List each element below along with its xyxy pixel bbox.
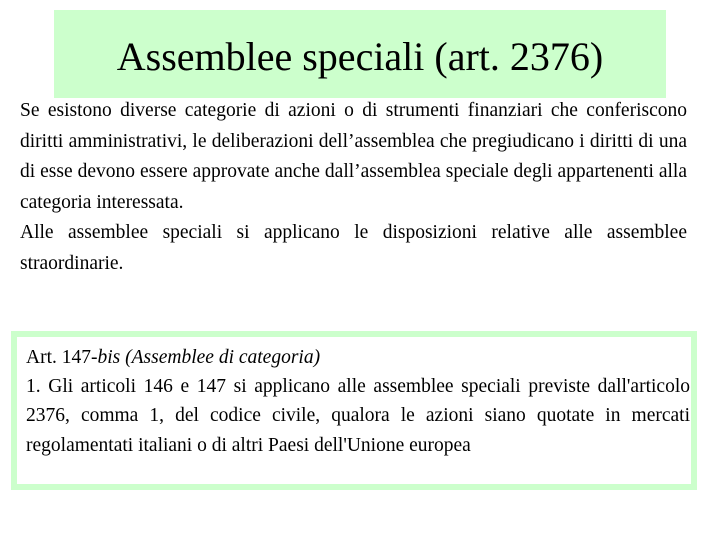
paragraph-categories: Se esistono diverse categorie di azioni o di strumenti finanziari che conferiscono diritti amministrativi, le deliberazioni dell’assemblea che pregiudicano i diritti di una di esse devono essere approvate anche dall’assemblea speciale degli appartenenti alla categoria interessata. [20, 100, 687, 213]
citation-heading [26, 343, 690, 372]
main-text-block [20, 96, 687, 280]
citation-box [11, 331, 697, 490]
slide-title: Assemblee speciali (art. 2376) [116, 34, 604, 79]
citation-article-prefix: Art. 147- [26, 347, 98, 368]
citation-content [26, 343, 690, 460]
citation-article-suffix: bis [97, 347, 121, 368]
citation-text: 1. Gli articoli 146 e 147 si applicano alle assemblee speciali previste dall'articolo 2376, comma 1, del codice civile, qualora le azioni siano quotate in mercati regolamentati italiani o di altri Paesi dell'Unione europea [26, 376, 690, 456]
title-box [54, 10, 666, 98]
citation-article-title: (Assemblee di categoria) [120, 347, 321, 368]
paragraph-special-assemblies: Alle assemblee speciali si applicano le disposizioni relative alle assemblee straordinarie. [20, 222, 687, 274]
